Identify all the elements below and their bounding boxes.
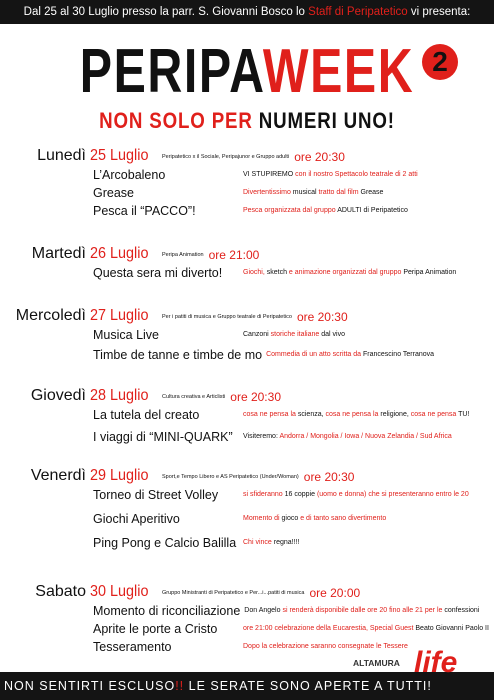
event-description-segment: Grease [360,189,384,196]
day-date: 30 Luglio [90,583,149,600]
top-banner-text-1: Dal 25 al 30 Luglio presso la parr. S. Giovanni Bosco lo [23,6,305,18]
day-note: Peripa Animation [162,252,204,258]
event-description [243,171,418,178]
event-description-segment: Francescino Terranova [362,351,435,358]
event-description-segment: Giochi, [243,269,267,276]
watermark-life: life [414,646,458,679]
event-description-segment: cosa ne pensa [410,411,459,418]
event-description-segment: (uomo e donna) che si presenteranno entro le 20 [316,491,469,498]
tagline-black: NUMERI UNO! [258,108,395,133]
event-title: Pesca il “PACCO”! [93,204,196,218]
day-time: ore 20:30 [296,310,348,324]
top-banner-text-2: vi presenta: [410,6,471,18]
event-title: Grease [93,186,134,200]
event-description-segment: Pesca organizzata dal gruppo [243,207,338,214]
event-description-segment: Visiteremo: [243,433,280,440]
event-description-segment: Chi vince [243,539,274,546]
logo-week: WEEK [262,37,415,106]
event-title: La tutela del creato [93,408,200,422]
event-title: Tesseramento [93,640,172,654]
bottom-banner-text-2: LE SERATE SONO APERTE A TUTTI! [184,679,432,693]
day-date: 25 Luglio [90,147,149,164]
event-description-segment: Don Angelo [244,607,283,614]
watermark-logo [340,648,480,688]
day-note: Cultura creativa e Articlisti [162,394,226,400]
day-date: 28 Luglio [90,387,149,404]
event-description-segment: ore 21:00 celebrazione della Eucarestia, Special Guest [243,625,416,632]
event-description [243,625,489,632]
day-note: Per i patiti di musica e Gruppo teatrale di Peripatetico [162,314,292,320]
event-description-segment: con il nostro Spettacolo teatrale di 2 atti [295,171,418,178]
event-description [243,331,345,338]
day-time: ore 20:00 [309,586,361,600]
day-date: 26 Luglio [90,245,149,262]
event-description-segment: si sfideranno [243,491,285,498]
event-description-segment: cosa ne pensa la [325,411,381,418]
watermark-brand: ALTAMURA [350,658,403,668]
day-date: 27 Luglio [90,307,149,324]
event-description-segment: Beato Giovanni Paolo II [415,625,489,632]
event-description-segment: sketch [266,269,289,276]
event-title: Aprite le porte a Cristo [93,622,218,636]
bottom-banner-exclaim: !! [175,679,185,693]
day-time: ore 21:00 [208,248,260,262]
day-time: ore 20:30 [294,150,345,164]
bottom-banner-text-1: NON SENTIRTI ESCLUSO [4,679,176,693]
day-time: ore 20:30 [230,390,281,404]
event-description-segment: VI STUPIREMO [243,171,296,178]
event-description [243,411,469,418]
event-description-segment: e di tanto sano divertimento [300,515,387,522]
event-title: Ping Pong e Calcio Balilla [93,536,237,550]
event-description [243,269,456,276]
day-name: Martedì [31,245,86,262]
logo-peripa: PERIPA [79,37,263,106]
event-description-segment: ADULTI di Peripatetico [337,207,408,214]
event-title: Torneo di Street Volley [93,488,219,502]
day-name: Giovedì [30,387,86,404]
day-name: Mercoledì [15,307,86,324]
event-description [266,351,434,358]
event-description-segment: scienza, [297,411,326,418]
event-description [243,515,386,522]
day-name: Venerdì [30,467,86,484]
event-description-segment: tratto dal film [318,189,361,196]
event-description-segment: Commedia di un atto scritta da [266,351,363,358]
event-description-segment: confessioni [444,607,480,614]
tagline [37,108,457,134]
event-description-segment: Dopo la celebrazione saranno consegnate le Tessere [243,643,408,650]
event-description-segment: Peripa Animation [403,269,457,276]
event-description-segment: gioco [281,515,301,522]
day-date: 29 Luglio [90,467,149,484]
day-note: Sport,e Tempo Libero e AS Peripatetico (Under/Woman) [162,474,299,480]
day-name: Sabato [35,583,86,600]
event-title: Momento di riconciliazione [93,604,241,618]
event-title: Questa sera mi diverto! [93,266,223,280]
event-description [243,491,469,498]
event-description-segment: dal vivo [321,331,345,338]
event-description-segment: regna!!!! [273,539,300,546]
event-description-segment: si renderà disponibile dalle ore 20 fino alle 21 per le [282,607,445,614]
event-description [244,607,479,614]
event-description [243,207,408,214]
day-note: Gruppo Ministranti di Peripatetico e Per...i...patiti di musica [162,590,305,596]
event-description-segment: musical [292,189,319,196]
event-description [243,189,383,196]
event-description-segment: Andorra / Mongolia / Iowa / Nuova Zelandia / Sud Africa [279,433,452,440]
event-description-segment: Divertentissimo [243,189,293,196]
event-title: Musica Live [93,328,159,342]
top-banner-staff: Staff di Peripatetico [304,6,411,18]
event-description [243,433,452,440]
event-description [243,539,299,546]
day-time: ore 20:30 [303,470,355,484]
event-description-segment: 16 coppie [284,491,317,498]
event-title: I viaggi di “MINI-QUARK” [93,430,233,444]
event-title: Giochi Aperitivo [93,512,180,526]
event-description-segment: Momento di [243,515,282,522]
event-description-segment: e animazione organizzati dal gruppo [288,269,404,276]
event-description-segment: storiche italiane [270,331,322,338]
day-name: Lunedì [37,147,86,164]
event-description-segment: TU! [458,411,470,418]
tagline-red: NON SOLO PER [99,108,259,133]
event-description-segment: cosa ne pensa la [243,411,298,418]
event-description-segment: religione, [380,411,411,418]
day-note: Peripatetico x il Sociale, Peripajunor e Gruppo adulti [162,154,290,160]
event-description-segment: Canzoni [243,331,271,338]
event-logo [54,37,439,106]
edition-badge: 2 [422,44,458,80]
event-title: L’Arcobaleno [93,168,166,182]
top-banner [0,0,494,24]
event-title: Timbe de tanne e timbe de mo [93,348,263,362]
